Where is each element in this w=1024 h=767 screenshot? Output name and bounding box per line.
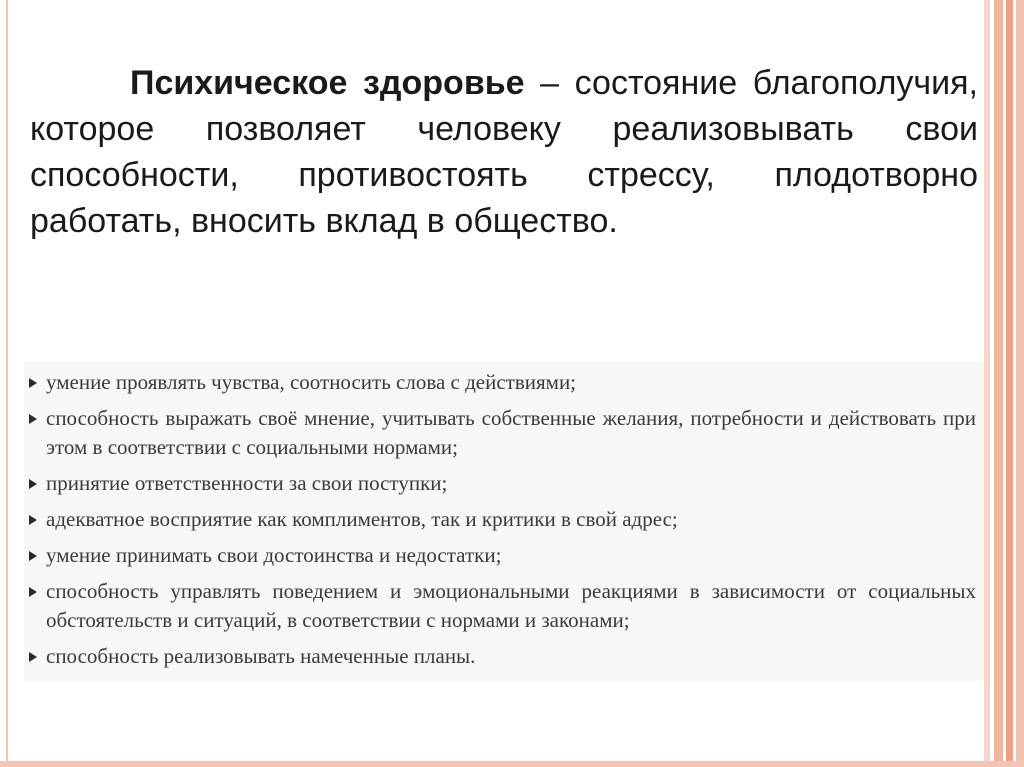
list-item — [24, 642, 984, 671]
list-item — [24, 577, 984, 635]
stripe — [994, 0, 1003, 767]
stripe — [1006, 0, 1013, 767]
list-item-text: принятие ответственности за свои поступки; — [46, 471, 448, 495]
criteria-list — [24, 362, 984, 681]
list-item-text: адекватное восприятие как комплиментов, так и критики в свой адрес; — [46, 507, 678, 531]
list-item-text: способность управлять поведением и эмоциональными реакциями в зависимости от социальных обстоятельств и ситуаций, в соответствии с нормами и законами; — [46, 579, 976, 632]
definition-paragraph — [30, 60, 978, 244]
list-item — [24, 505, 984, 534]
list-item — [24, 368, 984, 397]
left-frame-line — [6, 0, 8, 767]
list-item — [24, 469, 984, 498]
list-item — [24, 404, 984, 462]
triangle-bullet-icon — [24, 642, 46, 671]
list-item-text: способность выражать своё мнение, учитывать собственные желания, потребности и действовать при этом в соответствии с социальными нормами; — [46, 406, 976, 459]
triangle-bullet-icon — [24, 404, 46, 433]
triangle-bullet-icon — [24, 469, 46, 498]
bottom-decorative-bar — [0, 761, 1024, 767]
list-item-text: умение принимать свои достоинства и недостатки; — [46, 543, 502, 567]
triangle-bullet-icon — [24, 505, 46, 534]
triangle-bullet-icon — [24, 368, 46, 397]
triangle-bullet-icon — [24, 541, 46, 570]
list-item — [24, 541, 984, 570]
triangle-bullet-icon — [24, 577, 46, 606]
right-decorative-stripes — [980, 0, 1024, 767]
definition-term: Психическое здоровье — [130, 64, 525, 102]
list-item-text: умение проявлять чувства, соотносить слова с действиями; — [46, 370, 577, 394]
stripe — [1016, 0, 1024, 767]
list-item-text: способность реализовывать намеченные планы. — [46, 644, 476, 668]
definition-text: – состояние благополучия, которое позволяет человеку реализовывать свои способности, противостоять стрессу, плодотворно работать, вносить вклад в общество. — [30, 64, 978, 240]
